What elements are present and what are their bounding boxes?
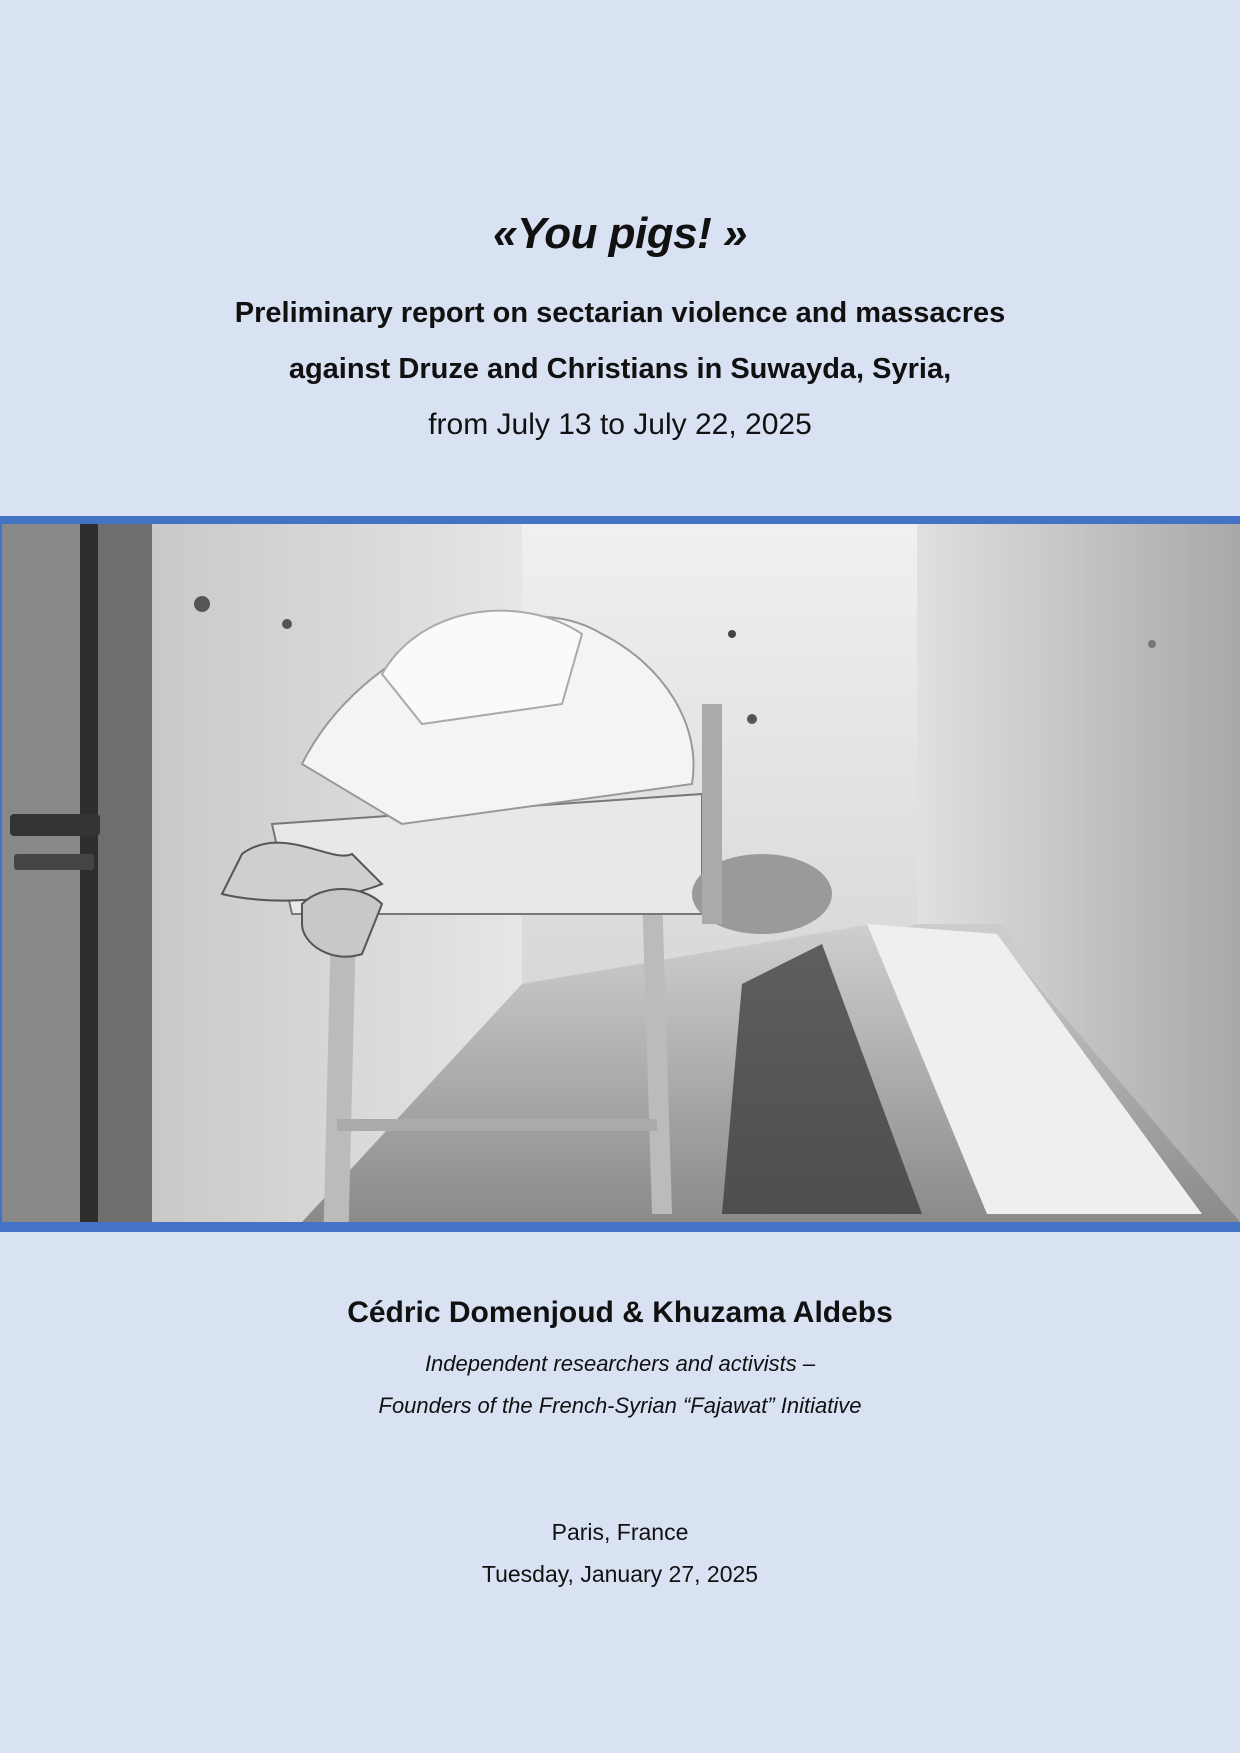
authors-affiliation-line-1: Independent researchers and activists – [424,1351,816,1376]
report-date-range: from July 13 to July 22, 2025 [428,408,812,441]
publication-date: Tuesday, January 27, 2025 [481,1561,759,1587]
publication-place: Paris, France [551,1519,689,1545]
report-subtitle-line-1: Preliminary report on sectarian violence and massacres [234,297,1006,329]
report-subtitle-line-2: against Druze and Christians in Suwayda, Syria, [288,353,952,385]
report-title: «You pigs! » [493,209,747,258]
cover-photo-frame [0,516,1240,1232]
report-authors: Cédric Domenjoud & Khuzama Aldebs [347,1296,893,1329]
authors-affiliation-line-2: Founders of the French-Syrian “Fajawat” Initiative [378,1393,862,1418]
cover-photo [2,524,1240,1222]
